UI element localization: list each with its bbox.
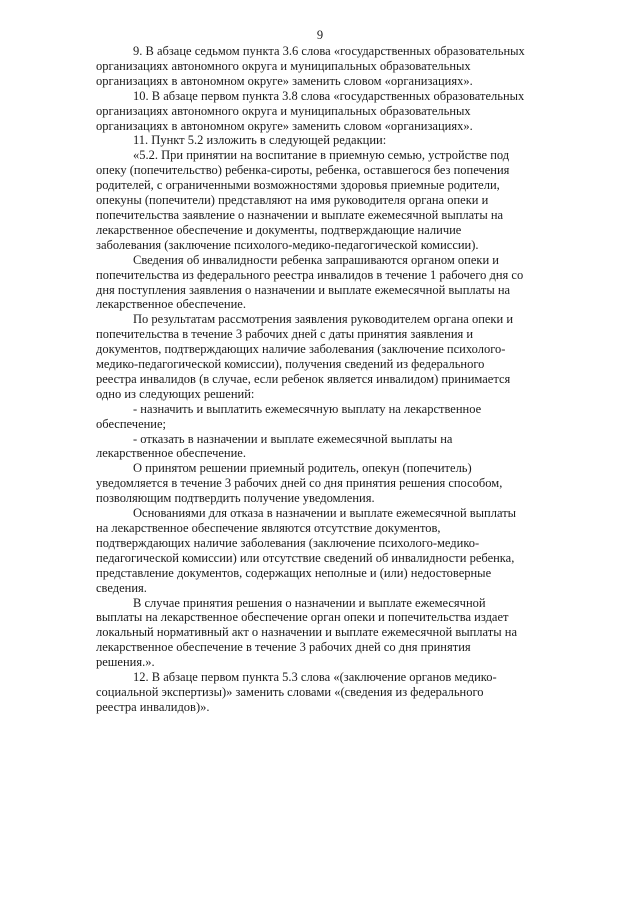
paragraph-item-11: 11. Пункт 5.2 изложить в следующей редакции: [133, 133, 387, 148]
paragraph-decision-grant: - назначить и выплатить ежемесячную выплату на лекарственное обеспечение; [96, 401, 482, 431]
document-body [96, 44, 603, 715]
page-number: 9 [316, 28, 324, 42]
paragraph-decision-refuse: - отказать в назначении и выплате ежемесячной выплаты на лекарственное обеспечение. [96, 431, 453, 461]
paragraph-refusal-grounds: Основаниями для отказа в назначении и выплате ежемесячной выплаты на лекарственное обеспечение являются отсутствие документов, подтверждающих наличие заболевания (заключение психолого-медико- педагогической комиссии) или отсутствие сведений об инвалидности ребенка, представление документов, содержащих неполные и (или) недостоверные сведения. [96, 506, 517, 595]
paragraph-notification: О принятом решении приемный родитель, опекун (попечитель) уведомляется в течение 3 рабочих дней со дня принятия решения способом, позволяющим подтвердить получение уведомления. [96, 461, 503, 506]
paragraph-local-act: В случае принятия решения о назначении и выплате ежемесячной выплаты на лекарственное обеспечение орган опеки и попечительства издает локальный нормативный акт о назначении и выплате ежемесячной выплаты на лекарственное обеспечение в течение 3 рабочих дней со дня принятия решения.». [96, 595, 517, 670]
paragraph-review-results: По результатам рассмотрения заявления руководителем органа опеки и попечительства в течение 3 рабочих дней с даты принятия заявления и документов, подтверждающих наличие заболевания (заключение психолого- медико-педагогической комиссии), получения сведений из федерального реестра инвалидов (в случае, если ребенок является инвалидом) принимается одно из следующих решений: [96, 312, 514, 401]
paragraph-5-2-intro: «5.2. При принятии на воспитание в приемную семью, устройстве под опеку (попечительство) ребенка-сироты, ребенка, оставшегося без попечения родителей, с ограниченными возможностями здоровья приемные родители, опекуны (попечители) представляют на имя руководителя органа опеки и попечительства заявление о назначении и выплате ежемесячной выплаты на лекарственное обеспечение и документы, подтверждающие наличие заболевания (заключение психолого-медико-педагогической комиссии). [96, 148, 510, 252]
paragraph-item-9: 9. В абзаце седьмом пункта 3.6 слова «государственных образовательных организациях автономного округа и муниципальных образовательных организациях в автономном округе» заменить словом «организациях». [96, 44, 525, 88]
paragraph-disability-info: Сведения об инвалидности ребенка запрашиваются органом опеки и попечительства из федерального реестра инвалидов в течение 1 рабочего дня со дня поступления заявления о назначении и выплате ежемесячной выплаты на лекарственное обеспечение. [96, 252, 524, 312]
paragraph-item-10: 10. В абзаце первом пункта 3.8 слова «государственных образовательных организациях автономного округа и муниципальных образовательных организациях в автономном округе» заменить словом «организациях». [96, 88, 525, 133]
paragraph-item-12: 12. В абзаце первом пункта 5.3 слова «(заключение органов медико- социальной экспертизы)» заменить словами «(сведения из федерального реестра инвалидов)». [96, 670, 497, 714]
